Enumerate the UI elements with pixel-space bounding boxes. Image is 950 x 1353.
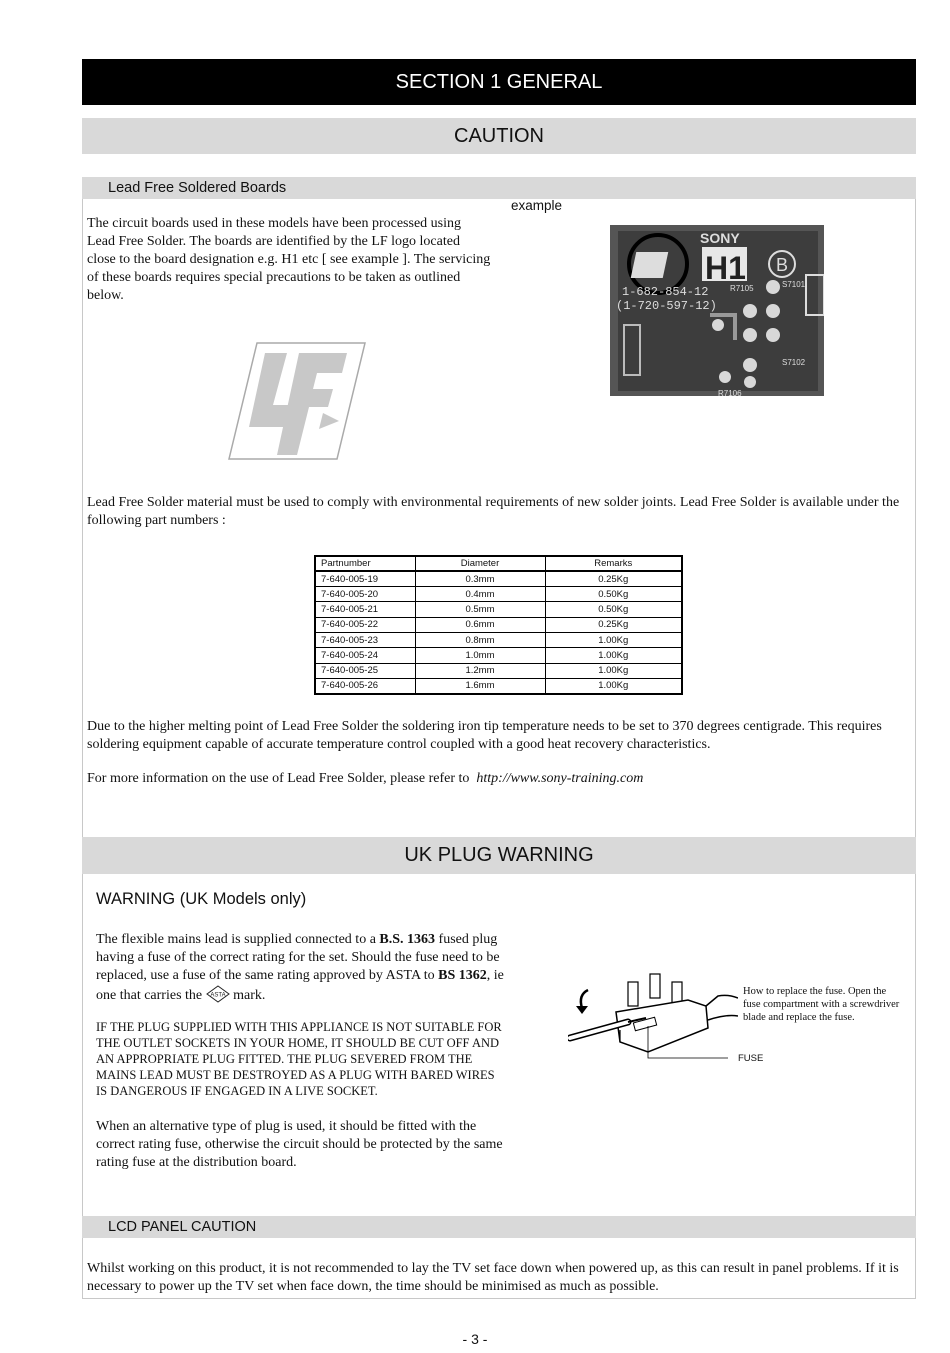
table-cell: 1.00Kg <box>545 663 682 678</box>
table-row <box>315 632 682 647</box>
table-cell: 7-640-005-22 <box>315 617 415 632</box>
table-cell: 0.50Kg <box>545 602 682 617</box>
uk-plug-paragraph-1 <box>96 931 506 1005</box>
fuse-note: How to replace the fuse. Open the fuse compartment with a screwdriver blade and replace the fuse. <box>743 986 900 1023</box>
table-cell: 1.00Kg <box>545 632 682 647</box>
table-cell: 0.50Kg <box>545 587 682 602</box>
more-info-line <box>87 770 907 788</box>
table-cell: 1.00Kg <box>545 678 682 693</box>
board-label-2: (1-720-597-12) <box>616 299 717 313</box>
p1-text-c: , ie one that carries the <box>96 968 504 1003</box>
part-numbers-table <box>314 555 683 695</box>
table-cell: 7-640-005-25 <box>315 663 415 678</box>
p1-text-a: The flexible mains lead is supplied connected to a <box>96 932 380 947</box>
lcd-text: Whilst working on this product, it is not recommended to lay the TV set face down when powered up, as this can result in panel problems. If it is necessary to power up the TV set when face down, the time should be minimised as much as possible. <box>87 1261 899 1294</box>
table-row <box>315 602 682 617</box>
table-cell: 7-640-005-23 <box>315 632 415 647</box>
table-cell: 0.8mm <box>415 632 545 647</box>
table-row <box>315 587 682 602</box>
more-info-link[interactable]: http://www.sony-training.com <box>476 771 644 786</box>
board-example-photo <box>610 225 824 396</box>
table-cell: 7-640-005-19 <box>315 571 415 586</box>
table-header-cell: Diameter <box>415 556 545 571</box>
table-cell: 7-640-005-21 <box>315 602 415 617</box>
table-row <box>315 617 682 632</box>
temperature-text: Due to the higher melting point of Lead Free Solder the soldering iron tip temperature needs to be set to 370 degrees centigrade. This requires soldering equipment capable of accurate temperature control coupled with a good heat recovery characteristics. <box>87 719 882 752</box>
board-label-5: S7102 <box>782 358 806 367</box>
p1-text-d: mark. <box>229 988 266 1003</box>
uk-plug-title: UK PLUG WARNING <box>82 837 916 874</box>
table-cell: 0.5mm <box>415 602 545 617</box>
caution-title: CAUTION <box>82 118 916 154</box>
bs-1363: B.S. 1363 <box>379 932 436 947</box>
example-label: example <box>511 198 563 213</box>
more-info-text: For more information on the use of Lead Free Solder, please refer to <box>87 771 470 786</box>
table-cell: 0.25Kg <box>545 617 682 632</box>
table-cell: 1.2mm <box>415 663 545 678</box>
table-cell: 1.00Kg <box>545 648 682 663</box>
p1-text-b: fused plug having a fuse of the correct rating for the set. Should the fuse need to be replaced, use a fuse of the same rating approved by ASTA to <box>96 932 500 983</box>
board-label-1: 1-682-854-12 <box>622 285 709 299</box>
warning-heading: WARNING (UK Models only) <box>96 890 307 908</box>
lead-free-heading: Lead Free Soldered Boards <box>82 177 916 199</box>
page-number: - 3 - <box>462 1331 488 1347</box>
table-cell: 0.25Kg <box>545 571 682 586</box>
table-row <box>315 663 682 678</box>
table-row <box>315 648 682 663</box>
lcd-heading: LCD PANEL CAUTION <box>82 1216 916 1238</box>
svg-text:B: B <box>776 255 789 275</box>
board-brand: SONY <box>700 230 740 246</box>
asta-mark-icon <box>206 985 230 1003</box>
bs-1362: BS 1362 <box>438 968 487 983</box>
uk-plug-paragraph-3: When an alternative type of plug is used, it should be fitted with the correct rating fuse, otherwise the circuit should be protected by the same rating fuse at the distribution board. <box>96 1119 503 1170</box>
lead-free-material-text: Lead Free Solder material must be used to comply with environmental requirements of new solder joints. Lead Free Solder is available under the following part numbers : <box>87 495 900 528</box>
table-header-cell: Partnumber <box>315 556 415 571</box>
uk-plug-caps-warning: IF THE PLUG SUPPLIED WITH THIS APPLIANCE IS NOT SUITABLE FOR THE OUTLET SOCKETS IN YOUR HOME, IT SHOULD BE CUT OFF AND AN APPROPRIATE PLUG FITTED. THE PLUG SEVERED FROM THE MAINS LEAD MUST BE DESTROYED AS A PLUG WITH BARED WIRES IS DANGEROUS IF ENGAGED IN A LIVE SOCKET. <box>96 1020 502 1098</box>
lead-free-intro: The circuit boards used in these models have been processed using Lead Free Solder. The boards are identified by the LF logo located close to the board designation e.g. H1 etc [ see example ]. The servicing of these boards requires special precautions to be taken as outlined below. <box>87 216 491 303</box>
board-label-4: S7101 <box>782 280 806 289</box>
table-cell: 0.3mm <box>415 571 545 586</box>
table-header-row <box>315 556 682 571</box>
table-row <box>315 678 682 693</box>
svg-text:ASTA: ASTA <box>210 992 226 999</box>
lf-logo-icon <box>227 341 367 461</box>
board-designation: H1 <box>705 250 746 286</box>
section-title: SECTION 1 GENERAL <box>82 59 916 105</box>
table-cell: 7-640-005-26 <box>315 678 415 693</box>
fuse-label: FUSE <box>738 1053 764 1064</box>
table-row <box>315 571 682 586</box>
table-header-cell: Remarks <box>545 556 682 571</box>
board-label-3: R7105 <box>730 284 754 293</box>
table-cell: 1.0mm <box>415 648 545 663</box>
plug-fuse-illustration <box>568 970 738 1070</box>
table-cell: 1.6mm <box>415 678 545 693</box>
board-label-6: R7106 <box>718 389 742 396</box>
table-cell: 7-640-005-24 <box>315 648 415 663</box>
table-cell: 7-640-005-20 <box>315 587 415 602</box>
table-cell: 0.6mm <box>415 617 545 632</box>
table-cell: 0.4mm <box>415 587 545 602</box>
